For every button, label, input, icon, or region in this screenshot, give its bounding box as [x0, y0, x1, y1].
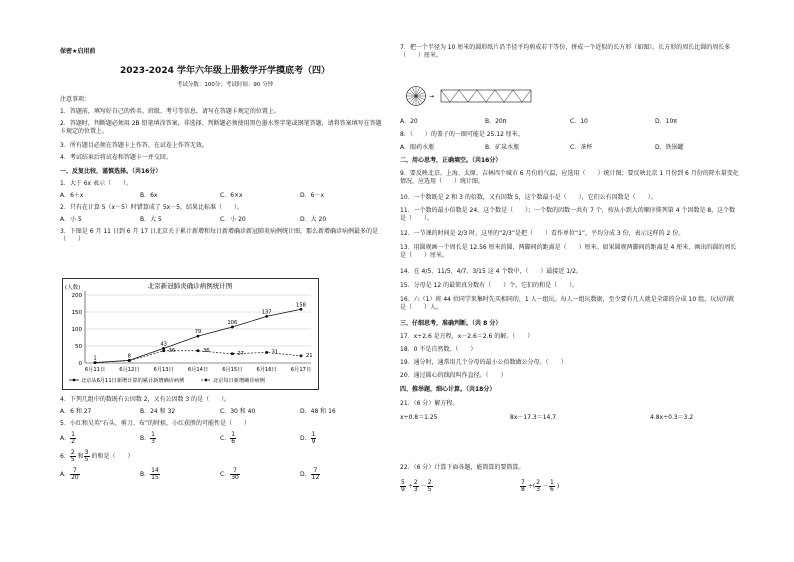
q18: 18．0 不是自然数。（ ）	[400, 346, 477, 353]
q11: 11．一个数的最小倍数是 24，这个数是（ ）；一个数的因数一共有 7 个，按从小到大的顺序排列第 4 个因数是 8，这个数是（ ）。	[400, 207, 736, 222]
legend-marker-cumulative	[73, 379, 76, 382]
q4-option-a: A．6 和 27	[60, 408, 92, 415]
data-label-daily: 31	[271, 349, 279, 356]
data-label-cumulative: 106	[227, 319, 238, 326]
q5-option-c: C． $\frac{1}{6}$	[220, 431, 236, 445]
y-tick-label: 0	[78, 361, 82, 367]
q2-stem: 2．只有在计算 5（x－5）时错算成了 5x－5，结果比标准（ ）。	[60, 204, 244, 211]
exam-title: 2023-2024 学年六年级上册数学开学摸底考（四）	[120, 66, 330, 76]
q16: 16．六（1）班 44 位同学来集时先买相同的，1 人一组玩。每人一组玩数据，至少要有几人就是全部的分成 10 组，玩玩的就是（ ）人。	[400, 296, 735, 311]
q10: 10．一个数既是 2 和 3 的倍数，又有因数 5，这个数最小是（ ），它们公有因数是（ ）。	[400, 194, 657, 201]
fraction: $\frac{2}{5}$	[70, 449, 75, 463]
data-label-daily: 27	[237, 350, 244, 357]
legend-label-cumulative: 北京从6月11日新增计算的累计新增确诊病例	[81, 378, 185, 384]
equation-2: 8x－17.3＝14.7	[510, 414, 557, 421]
legend-marker-daily	[205, 379, 208, 382]
q4-stem: 4．下列几组中的数既有公因数 2，又有公因数 3 的是（ ）。	[60, 396, 231, 403]
line-chart	[62, 278, 319, 390]
data-label-cumulative: 79	[194, 329, 202, 336]
x-tick-label: 6月14日	[187, 367, 209, 373]
y-tick-label: 50	[75, 344, 82, 350]
point-daily	[231, 353, 234, 356]
q7-option-a: A．20	[400, 118, 418, 125]
fraction: $\frac{2}{3}$	[536, 479, 541, 493]
note-1: 1．答题前，填写好自己的姓名、班级、考号等信息，请写在答题卡规定的位置上。	[60, 108, 280, 115]
q3-stem: 3．下图是 6 月 11 日到 6 月 17 日北京关于累计新增和每日新增确诊新冠肺炎病例统计图，那么新增确诊病例最多的是（ ）	[60, 228, 378, 243]
fraction: $\frac{7}{20}$	[71, 467, 79, 481]
fraction: $\frac{2}{3}$	[413, 479, 418, 493]
q6-option-d: D． $\frac{7}{12}$	[300, 467, 320, 481]
q1-option-c: C．6×x	[220, 192, 243, 199]
fraction: $\frac{1}{9}$	[311, 431, 316, 445]
y-tick-label: 100	[71, 327, 82, 333]
q1-option-d: D．6－x	[300, 192, 324, 199]
x-tick-label: 6月16日	[256, 367, 277, 373]
point-cumulative	[300, 308, 303, 311]
q6-option-b: B． $\frac{14}{15}$	[140, 467, 159, 481]
q6-stem: 6． $\frac{2}{5}$ 和 $\frac{3}{5}$ 的和是（ ）	[60, 449, 134, 463]
q5-option-a: A． $\frac{1}{2}$	[60, 431, 75, 445]
q1-stem: 1．大于 6x 表示（ ）。	[60, 180, 133, 187]
fraction: $\frac{7}{8}$	[521, 479, 525, 493]
q8-option-a: A．眼药水瓶	[400, 144, 435, 151]
q14: 14．在 4/5、11/5、4/7、3/15 这 4 个数中，（ ）最接近 1/2。	[400, 268, 582, 275]
fraction: $\frac{3}{5}$	[84, 449, 89, 463]
q4-option-b: B．24 和 32	[140, 408, 176, 415]
circle-sectors	[407, 87, 435, 106]
fraction: $\frac{14}{15}$	[151, 467, 159, 481]
data-label-cumulative: 43	[160, 341, 167, 348]
q7-option-d: D．10π	[655, 118, 677, 125]
fraction: $\frac{1}{6}$	[231, 431, 236, 445]
note-3: 3．所有题目必须在答题卡上作答，在试卷上作答无效。	[60, 142, 208, 149]
q6-option-a: A． $\frac{7}{20}$	[60, 467, 79, 481]
legend-label-daily: 北京每日新增确诊病例	[213, 378, 265, 384]
q8-stem: 8．（ ）的盖子的一圈可能是 25.12 厘米。	[400, 131, 524, 138]
q19: 19．通分时，通常用几个分母的最小公倍数做公分母。（ ）	[400, 359, 567, 366]
expression-1: $\frac{5}{9}$ ÷ $\frac{2}{3}$ － $\frac{2}{5}$	[401, 479, 432, 493]
q8-option-c: C．茶杯	[570, 144, 593, 151]
data-label-daily: 21	[306, 352, 313, 359]
q7-option-b: B．20π	[485, 118, 507, 125]
equation-1: x÷0.8＝1.25	[400, 414, 438, 421]
q8-option-d: D．铁锅罐	[655, 144, 684, 151]
data-label-daily: 36	[168, 347, 176, 354]
rectangle-zigzag	[441, 90, 531, 102]
q12: 12．一节课的时间是 2/3 时，这里的“2/3”是把（ ）看作单位“1”，平均分成 3 份，表示这样的 2 份。	[400, 230, 685, 237]
q20: 20．通过圆心的线段叫作直径。（ ）	[400, 372, 507, 379]
x-tick-label: 6月11日	[84, 367, 106, 373]
q15: 15．分母是 12 的最简真分数有（ ）个，它们的和是（ ）。	[400, 282, 579, 289]
q7-stem: 7．把一个半径为 10 厘米的圆形纸片沿半径平均剪成若干等份，拼成一个近似的长方形（如图）。长方形的周长比圆的周长多（ ）厘米。	[400, 44, 731, 59]
fraction: $\frac{1}{6}$	[550, 479, 554, 493]
chart-title: 北京新冠肺炎确诊病例统计图	[147, 282, 233, 290]
fraction: $\frac{2}{5}$	[427, 479, 432, 493]
q2-option-c: C．小 20	[220, 216, 246, 223]
point-daily	[197, 349, 200, 352]
q7-option-c: C．10	[570, 118, 588, 125]
q17: 17．x÷2.6 是方程，x－2.6＝2.6 的解。（ ）	[400, 333, 534, 340]
point-cumulative	[265, 315, 268, 318]
q4-option-c: C．30 和 40	[220, 408, 256, 415]
q21: 21．（6 分）解方程。	[400, 400, 459, 407]
q2-option-b: B．大 5	[140, 216, 162, 223]
data-label-cumulative: 1	[93, 355, 97, 362]
data-label-cumulative: 158	[296, 302, 306, 309]
q13: 13．用圆规画一个周长是 12.56 厘米的圆，两脚间的距离是（ ）厘米。如果圆规两脚间的距离是 4 厘米，画出的圆的周长是（ ）厘米。	[400, 244, 737, 259]
expression-2: $\frac{7}{8}$ ÷( $\frac{2}{3}$ － $\frac{1}{6}$ )	[521, 479, 560, 493]
fraction: $\frac{7}{30}$	[231, 467, 239, 481]
equation-3: 4.8x÷0.3＝3.2	[650, 414, 694, 421]
x-tick-label: 6月15日	[222, 367, 243, 373]
note-4: 4．考试结束后将试卷和答题卡一并交回。	[60, 154, 172, 161]
point-daily	[94, 361, 97, 364]
y-tick-label: 200	[71, 293, 82, 299]
fraction: $\frac{1}{3}$	[151, 431, 155, 445]
fraction: $\frac{1}{2}$	[71, 431, 75, 445]
x-tick-label: 6月17日	[290, 367, 312, 373]
q1-option-b: B．6x	[140, 192, 158, 199]
point-daily	[265, 351, 268, 354]
point-daily	[128, 359, 131, 362]
note-2: 2．答题时，判断题必须用 2B 铅笔填涂答案，非选择、判断题必须使用黑色墨水签字笔或钢笔答题，请将答案填写在答题卡规定的位置上。	[60, 120, 382, 135]
q6-option-c: C． $\frac{7}{30}$	[220, 467, 239, 481]
q4-option-d: D．48 和 16	[300, 408, 336, 415]
point-cumulative	[197, 335, 200, 338]
point-cumulative	[162, 347, 165, 350]
q2-option-a: A．小 5	[60, 216, 82, 223]
notes-heading: 注意事项：	[60, 96, 91, 103]
q5-option-b: B． $\frac{1}{3}$	[140, 431, 155, 445]
data-label-daily: 36	[203, 347, 210, 354]
y-tick-label: 150	[71, 310, 82, 316]
q5-option-d: D． $\frac{1}{9}$	[300, 431, 316, 445]
fraction: $\frac{5}{9}$	[401, 479, 405, 493]
x-tick-label: 6月12日	[119, 367, 140, 373]
section2-heading: 二、用心思考，正确填空。（共16分）	[400, 157, 502, 164]
section4-heading: 四、推举题，细心计算。（共18分）	[400, 386, 496, 393]
q5-stem: 5．小红和吴英“石头、剪刀、布”的时候，小红获胜的可能性是（ ）	[60, 420, 251, 427]
data-label-cumulative: 8	[127, 353, 131, 360]
point-cumulative	[231, 326, 234, 329]
section3-heading: 三、仔细思考，准确判断。（共 8 分）	[400, 320, 502, 327]
point-daily	[300, 355, 303, 358]
svg-text:→: →	[429, 93, 435, 100]
q1-option-a: A．6＋x	[60, 192, 84, 199]
data-label-cumulative: 137	[261, 309, 272, 316]
section1-heading: 一、反复比较，谨慎选择。（共16分）	[60, 168, 162, 175]
x-tick-label: 6月13日	[153, 367, 174, 373]
q9: 9．要反映北京、上海、太原、吉林四个城市 6 月份的气温，应选用（ ）统计图；要反映北京 1 月份到 6 月份的降水量变化情况，应选用（ ）统计图。	[400, 170, 739, 185]
exam-meta: 考试分数：100分；考试时间：90 分钟	[176, 82, 274, 88]
q8-option-b: B．矿泉水瓶	[485, 144, 520, 151]
chart-ylabel: (人数)	[65, 285, 81, 291]
fraction: $\frac{7}{12}$	[311, 467, 320, 481]
point-daily	[162, 349, 165, 352]
secret-label: 保密★启用前	[60, 48, 96, 55]
q2-option-d: D．大 20	[300, 216, 327, 223]
circle-to-rectangle-figure	[405, 85, 535, 107]
q22: 22．（6 分）计算下面各题，能简算的要简算。	[400, 464, 525, 471]
